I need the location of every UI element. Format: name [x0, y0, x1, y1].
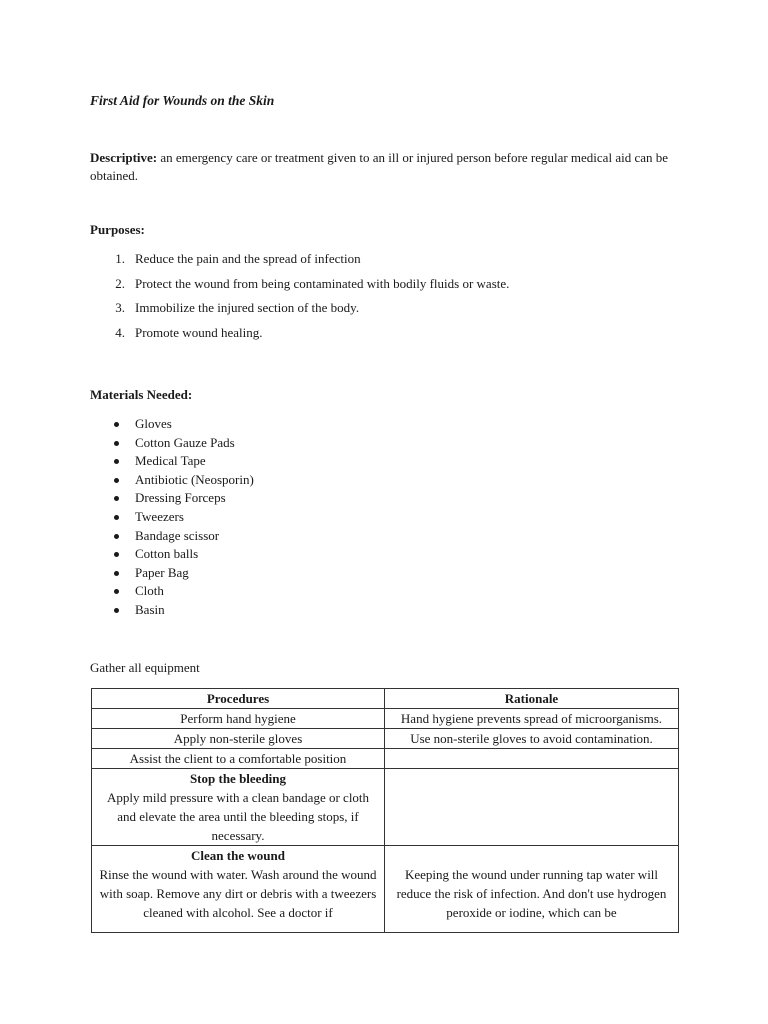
header-procedures: Procedures: [92, 689, 385, 709]
item-text: Promote wound healing.: [135, 324, 263, 340]
table-row: [92, 769, 679, 846]
procedure-subheading: Clean the wound: [191, 848, 285, 863]
item-number: 2.: [115, 275, 125, 291]
item-number: 3.: [115, 300, 125, 315]
bullet-icon: [114, 496, 119, 501]
descriptive-label: Descriptive:: [90, 150, 158, 165]
item-text: Cotton Gauze Pads: [135, 434, 235, 450]
table-row: [92, 729, 679, 749]
table-header-row: [92, 689, 679, 709]
item-text: Protect the wound from being contaminated with bodily fluids or waste.: [135, 275, 510, 291]
bullet-icon: [114, 571, 119, 576]
item-text: Immobilize the injured section of the body.: [135, 300, 360, 315]
item-number: 4.: [115, 324, 125, 340]
item-text: Tweezers: [135, 508, 184, 524]
item-text: Gloves: [135, 416, 172, 431]
table-row: [92, 749, 679, 769]
procedure-text: Apply mild pressure with a clean bandage or cloth and elevate the area until the bleeding stops, if necessary.: [106, 790, 370, 843]
table-row: [92, 846, 679, 933]
procedure-cell: Perform hand hygiene: [92, 709, 385, 729]
procedure-text: Rinse the wound with water. Wash around the wound with soap. Remove any dirt or debris with a tweezers cleaned with alcohol. See a doctor if: [99, 867, 377, 920]
bullet-icon: [114, 478, 119, 483]
bullet-icon: [114, 422, 119, 427]
item-text: Antibiotic (Neosporin): [135, 471, 254, 487]
rationale-cell: Hand hygiene prevents spread of microorganisms.: [385, 709, 679, 729]
procedure-cell: Apply non-sterile gloves: [92, 729, 385, 749]
item-text: Medical Tape: [135, 453, 206, 469]
procedure-cell: Assist the client to a comfortable position: [92, 749, 385, 769]
header-rationale: Rationale: [385, 689, 679, 709]
item-text: Reduce the pain and the spread of infection: [135, 251, 361, 266]
bullet-icon: [114, 608, 119, 613]
purposes-heading: Purposes:: [90, 222, 145, 237]
item-number: 1.: [115, 251, 125, 266]
rationale-cell: [385, 749, 679, 769]
procedure-subheading: Stop the bleeding: [189, 771, 287, 786]
item-text: Cloth: [135, 583, 164, 599]
rationale-text: Keeping the wound under running tap water will reduce the risk of infection. And don't use hydrogen peroxide or iodine, which can be: [396, 867, 667, 920]
materials-heading: Materials Needed:: [90, 387, 193, 402]
rationale-cell: [385, 846, 679, 933]
document-title: First Aid for Wounds on the Skin: [90, 93, 275, 108]
procedure-cell: [92, 769, 385, 846]
item-text: Basin: [135, 601, 165, 617]
table-row: [92, 709, 679, 729]
item-text: Cotton balls: [135, 546, 199, 562]
rationale-cell: Use non-sterile gloves to avoid contamination.: [385, 729, 679, 749]
procedure-cell: [92, 846, 385, 933]
bullet-icon: [114, 552, 119, 557]
bullet-icon: [114, 589, 119, 594]
item-text: Paper Bag: [135, 564, 189, 580]
item-text: Bandage scissor: [135, 527, 220, 543]
bullet-icon: [114, 459, 119, 464]
bullet-icon: [114, 534, 119, 539]
gather-equipment-text: Gather all equipment: [90, 660, 200, 675]
bullet-icon: [114, 515, 119, 520]
rationale-cell: [385, 769, 679, 846]
procedures-table: [91, 688, 679, 933]
item-text: Dressing Forceps: [135, 490, 226, 506]
descriptive-paragraph: [90, 149, 680, 185]
descriptive-text: an emergency care or treatment given to an ill or injured person before regular medical aid can be obtained.: [90, 150, 669, 183]
bullet-icon: [114, 441, 119, 446]
